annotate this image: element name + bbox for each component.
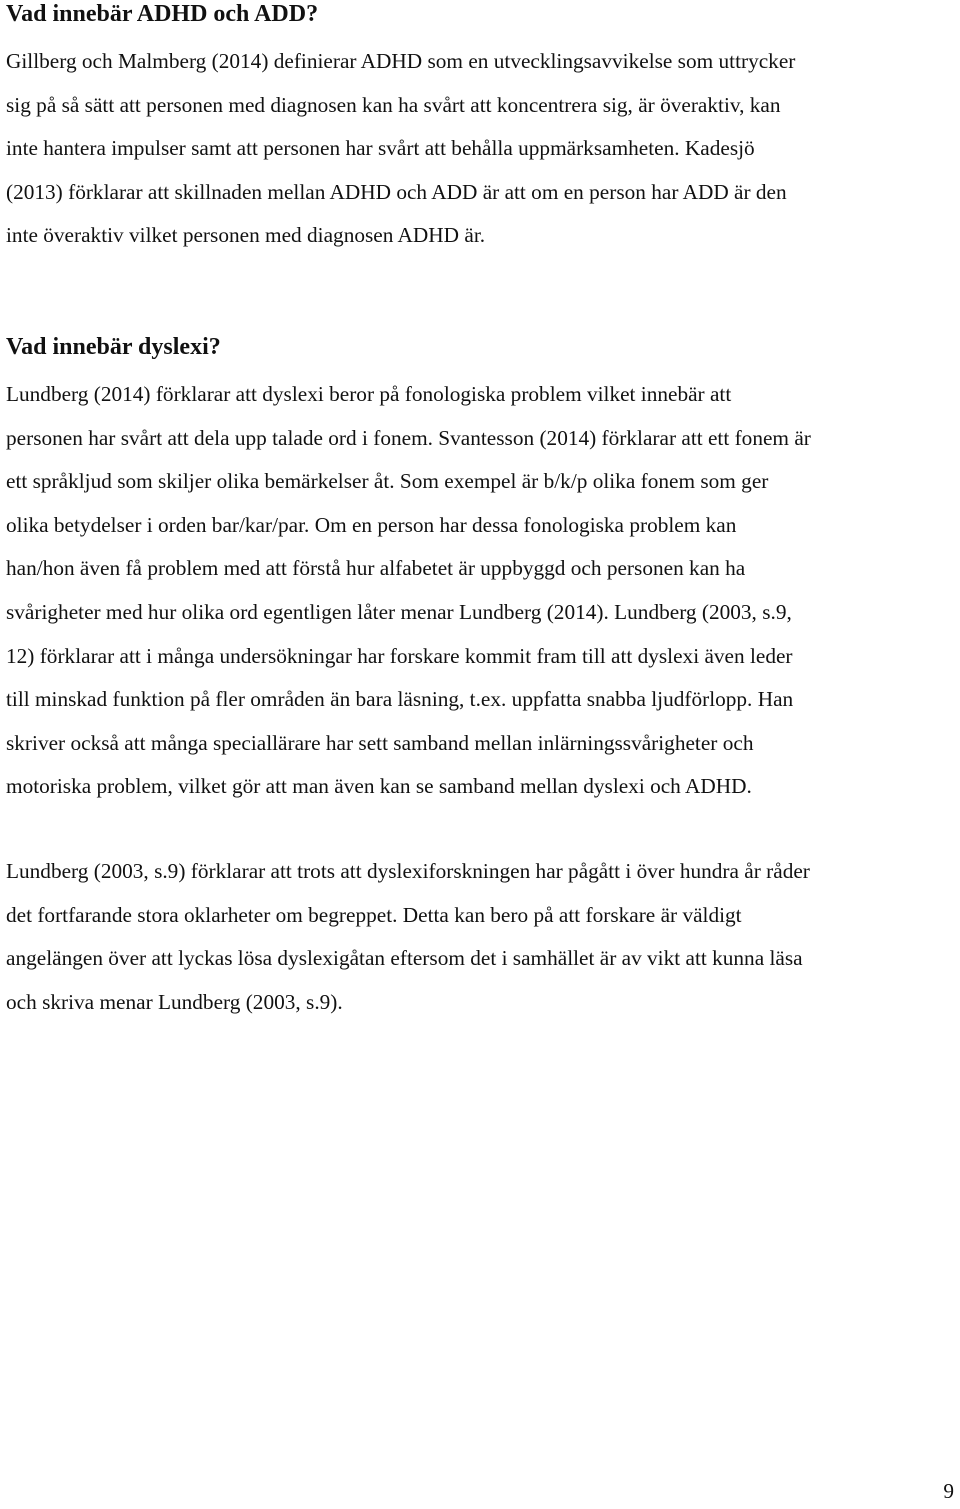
text-line: svårigheter med hur olika ord egentligen låter menar Lundberg (2014). Lundberg (2003, s.9,: [6, 599, 792, 624]
text-line: det fortfarande stora oklarheter om begreppet. Detta kan bero på att forskare är väldigt: [6, 902, 742, 927]
text-line: sig på så sätt att personen med diagnosen kan ha svårt att koncentrera sig, är överaktiv, kan: [6, 92, 781, 117]
paragraph-dyslexia-definition: [6, 373, 958, 809]
text-line: inte överaktiv vilket personen med diagnosen ADHD är.: [6, 223, 486, 248]
text-line: skriver också att många speciallärare har sett samband mellan inlärningssvårigheter och: [6, 730, 754, 755]
text-line: han/hon även få problem med att förstå hur alfabetet är uppbyggd och personen kan ha: [6, 556, 746, 581]
text-line: ett språkljud som skiljer olika bemärkelser åt. Som exempel är b/k/p olika fonem som ger: [6, 469, 769, 494]
text-line: Gillberg och Malmberg (2014) definierar ADHD som en utvecklingsavvikelse som uttrycker: [6, 49, 796, 73]
text-line: Lundberg (2003, s.9) förklarar att trots att dyslexiforskningen har pågått i över hundra år råder: [6, 859, 810, 883]
section-heading-dyslexia: Vad innebär dyslexi?: [6, 334, 221, 360]
paragraph-adhd-definition: [6, 40, 958, 258]
text-line: (2013) förklarar att skillnaden mellan ADHD och ADD är att om en person har ADD är den: [6, 179, 787, 204]
text-line: angelängen över att lyckas lösa dyslexigåtan eftersom det i samhället är av vikt att kunna läsa: [6, 946, 803, 971]
section-heading-adhd: Vad innebär ADHD och ADD?: [6, 1, 319, 27]
text-line: inte hantera impulser samt att personen har svårt att behålla uppmärksamheten. Kadesjö: [6, 136, 755, 161]
page-number: 9: [943, 1479, 954, 1503]
text-line: personen har svårt att dela upp talade ord i fonem. Svantesson (2014) förklarar att ett fonem är: [6, 425, 811, 450]
paragraph-dyslexia-research: [6, 850, 958, 1024]
text-line: 12) förklarar att i många undersökningar har forskare kommit fram till att dyslexi även leder: [6, 643, 793, 668]
text-line: olika betydelser i orden bar/kar/par. Om en person har dessa fonologiska problem kan: [6, 512, 737, 537]
text-line: motoriska problem, vilket gör att man även kan se samband mellan dyslexi och ADHD.: [6, 774, 752, 799]
text-line: och skriva menar Lundberg (2003, s.9).: [6, 989, 343, 1014]
text-line: till minskad funktion på fler områden än bara läsning, t.ex. uppfatta snabba ljudförlopp. Han: [6, 687, 794, 712]
text-line: Lundberg (2014) förklarar att dyslexi beror på fonologiska problem vilket innebär att: [6, 382, 732, 406]
